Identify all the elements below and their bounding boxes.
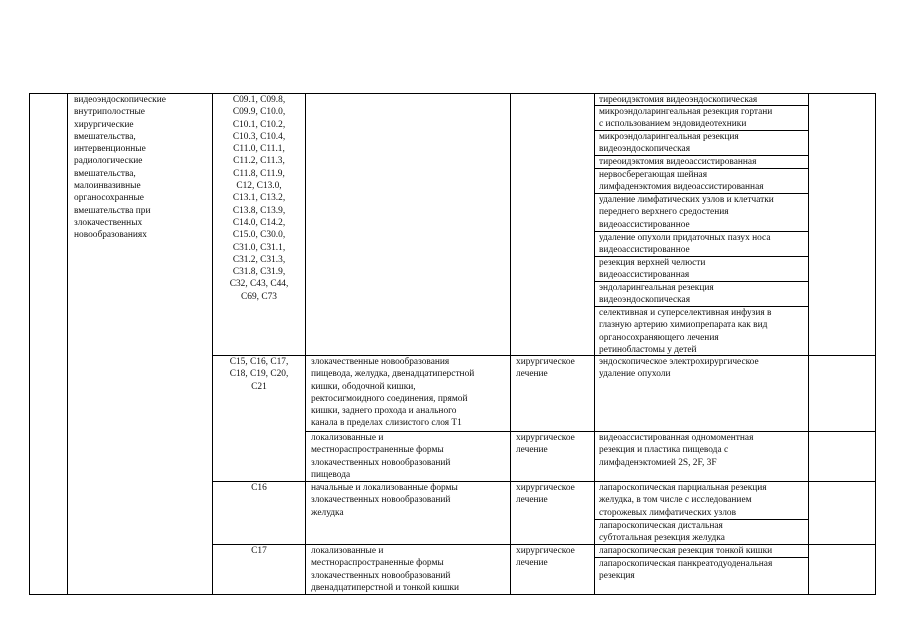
- code-line: C11.2, C11.3,: [233, 156, 285, 167]
- method-line: малоинвазивные: [74, 181, 141, 192]
- code-line: C69, C73: [241, 291, 277, 302]
- col-border-7: [875, 93, 876, 595]
- procedure-cell: эндоскопическое электрохирургическое удаление опухоли: [599, 357, 759, 380]
- procedure-cell: микроэндоларингеальная резекция видеоэндоскопическая: [599, 132, 739, 155]
- procedure-cell: лапароскопическая резекция тонкой кишки: [599, 546, 773, 556]
- row-icd-codes: C17: [251, 546, 267, 556]
- row-diagnosis: локализованные и местнораспространенные формы злокачественных новообразований двенадцатиперстной и тонкой кишки: [311, 546, 460, 593]
- method-line: вмешательства,: [74, 168, 136, 179]
- procedure-cell: тиреоидэктомия видеоэндоскопическая: [599, 95, 758, 105]
- method-line: интервенционные: [74, 144, 146, 155]
- procedure-cell: удаление лимфатических узлов и клетчатки переднего верхнего средостения видеоассистированное: [599, 195, 774, 230]
- row-treatment-type: хирургическое лечение: [516, 357, 575, 380]
- code-line: C31.0, C31.1,: [232, 242, 286, 253]
- code-line: C13.8, C13.9,: [232, 205, 286, 216]
- procedure-cell: микроэндоларингеальная резекция гортани с использованием эндовидеотехники: [599, 107, 773, 130]
- col-border-4: [510, 93, 511, 595]
- code-line: C09.1, C09.8,: [232, 95, 286, 105]
- group-icd-codes: [213, 94, 305, 303]
- procedure-cell: лапароскопическая дистальная субтотальная резекция желудка: [599, 521, 725, 544]
- code-line: C11.0, C11.1,: [233, 144, 285, 155]
- procedure-cell: лапароскопическая панкреатодуоденальная резекция: [599, 559, 773, 582]
- code-line: C15.0, C30.0,: [232, 230, 286, 241]
- col-border-1: [67, 93, 68, 595]
- col-border-6: [808, 93, 809, 595]
- code-line: C31.8, C31.9,: [232, 267, 286, 278]
- code-line: C11.8, C11.9,: [233, 168, 285, 179]
- row-diagnosis: начальные и локализованные формы злокачественных новообразований желудка: [311, 483, 458, 518]
- method-line: новообразованиях: [74, 230, 147, 241]
- code-line: C10.3, C10.4,: [232, 131, 286, 142]
- row-treatment-type: хирургическое лечение: [516, 433, 575, 456]
- procedure-cell: резекция верхней челюсти видеоассистированная: [599, 258, 706, 281]
- method-line: вмешательства при: [74, 205, 151, 216]
- procedure-cell: эндоларингеальная резекция видеоэндоскопическая: [599, 283, 714, 306]
- col-border-3: [305, 93, 306, 595]
- code-line: C32, C43, C44,: [229, 279, 289, 290]
- code-line: C14.0, C14.2,: [232, 217, 286, 228]
- col-border-0: [29, 93, 30, 595]
- procedure-cell: селективная и суперселективная инфузия в глазную артерию химиопрепарата как вид органосохраняющего лечения ретинобластомы у детей: [599, 308, 772, 355]
- method-description: [74, 94, 166, 242]
- row-icd-codes: C16: [251, 483, 267, 493]
- procedure-cell: нервосберегающая шейная лимфаденэктомия видеоассистированная: [599, 170, 764, 193]
- method-line: внутриполостные: [74, 107, 145, 118]
- procedure-cell: тиреоидэктомия видеоассистированная: [599, 157, 757, 167]
- code-line: C09.9, C10.0,: [232, 107, 286, 118]
- method-line: органосохранные: [74, 193, 144, 204]
- method-line: злокачественных: [74, 217, 143, 228]
- row-icd-codes: C15, C16, C17, C18, C19, C20, C21: [229, 357, 289, 392]
- code-line: C13.1, C13.2,: [232, 193, 286, 204]
- procedure-cell: удаление опухоли придаточных пазух носа видеоассистированное: [599, 233, 771, 256]
- row-diagnosis: локализованные и местнораспространенные формы злокачественных новообразований пищевода: [311, 433, 451, 480]
- method-line: вмешательства,: [74, 131, 136, 142]
- procedure-cell: лапароскопическая парциальная резекция желудка, в том числе с исследованием сторожевых лимфатических узлов: [599, 483, 767, 518]
- method-line: хирургические: [74, 119, 134, 130]
- code-line: C12, C13.0,: [236, 181, 282, 192]
- row-treatment-type: хирургическое лечение: [516, 546, 575, 569]
- procedure-cell: видеоассистированная одномоментная резекция и пластика пищевода с лимфаденэктомией 2S, 2F, 3F: [599, 433, 754, 468]
- row-diagnosis: злокачественные новообразования пищевода, желудка, двенадцатиперстной кишки, ободочной кишки, ректосигмоидного соединения, прямой кишки, заднего прохода и анального канала в пределах слизистого слоя T1: [311, 357, 475, 429]
- code-line: C10.1, C10.2,: [232, 119, 286, 130]
- code-line: C31.2, C31.3,: [232, 254, 286, 265]
- method-line: радиологические: [74, 156, 143, 167]
- row-treatment-type: хирургическое лечение: [516, 483, 575, 506]
- method-line: видеоэндоскопические: [74, 95, 166, 105]
